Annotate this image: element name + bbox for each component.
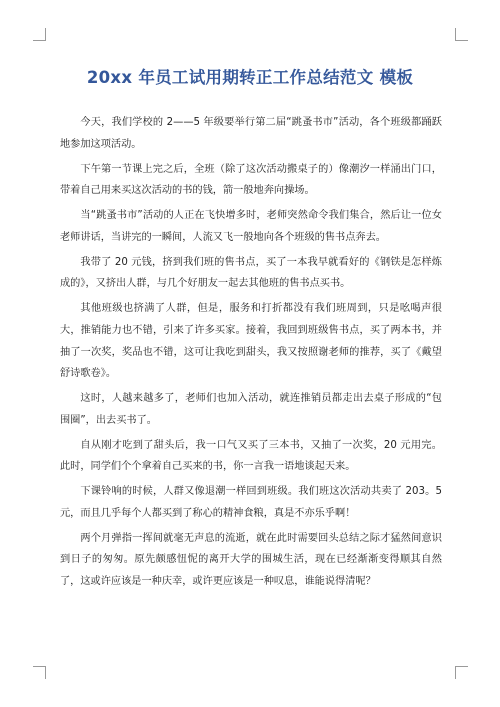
paragraph-7: 自从刚才吃到了甜头后，我一口气又买了三本书，又抽了一次奖，20 元用完。此时，同学们个个拿着自己买来的书，你一言我一语地谈起天来。 [60,439,442,473]
document-title: 20xx 年员工试用期转正工作总结范文 模板 [86,68,414,87]
paragraph-8: 下课铃响的时候，人群又像退潮一样回到班级。我们班这次活动共卖了 203。5 元，而且几乎每个人都买到了称心的精神食粮，真是不亦乐乎啊！ [60,486,442,519]
paragraph-4: 我带了 20 元钱，挤到我们班的售书点，买了一本我早就看好的《钢铁是怎样炼成的》，又挤出人群，与几个好朋友一起去其他班的售书点买书。 [60,256,442,290]
crop-mark-top-right [455,28,468,41]
paragraph-2: 下午第一节课上完之后，全班（除了这次活动搬桌子的）像潮汐一样涌出门口，带着自己用来买这次活动的书的钱，箭一般地奔向操场。 [60,163,442,197]
crop-mark-top-left [33,28,46,41]
crop-mark-bottom-left [33,666,46,679]
crop-mark-bottom-right [455,666,468,679]
document-body [60,112,442,596]
paragraph-1: 今天，我们学校的 2——5 年级要举行第二届“跳蚤书市”活动，各个班级都踊跃地参加这项活动。 [60,117,442,150]
paragraph-6: 这时，人越来越多了，老师们也加入活动，就连推销员都走出去桌子形成的“包围圈”，出去买书了。 [60,393,442,426]
paragraph-3: 当“跳蚤书市”活动的人正在飞快增多时，老师突然命令我们集合，然后让一位女老师讲话，当讲完的一瞬间，人流又飞一般地向各个班级的售书点奔去。 [60,210,442,243]
paragraph-5: 其他班级也挤满了人群，但是，服务和打折都没有我们班周到，只是吆喝声很大，推销能力也不错，引来了许多买家。接着，我回到班级售书点，买了两本书，并抽了一次奖，奖品也不错，这可让我吃到甜头，我又按照谢老师的推荐，买了《戴望舒诗歌卷》。 [60,303,442,380]
paragraph-9: 两个月弹指一挥间就毫无声息的流逝，就在此时需要回头总结之际才猛然间意识到日子的匆匆。原先颇感忸怩的离开大学的围城生活，现在已经渐渐变得顺其自然了，这或许应该是一种庆幸，或许更应该是一种叹息，谁能说得清呢？ [60,532,442,587]
